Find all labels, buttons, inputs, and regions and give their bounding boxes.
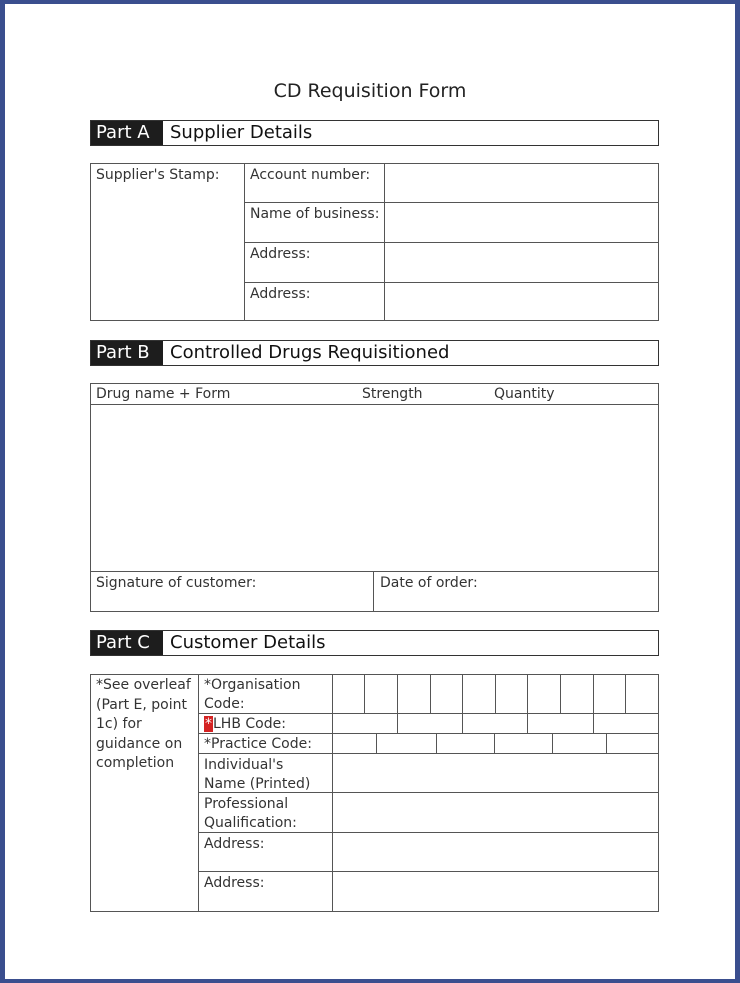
part-c-label: Part C — [91, 631, 163, 655]
part-a-header — [90, 120, 659, 146]
required-marker: * — [205, 716, 212, 732]
part-a-title: Supplier Details — [170, 122, 313, 143]
guidance-note-line-1: *See overleaf — [96, 677, 191, 693]
address-label-1: Address: — [250, 246, 311, 262]
customer-address-label-1: Address: — [204, 836, 265, 852]
part-c-title: Customer Details — [170, 632, 326, 653]
part-c-header — [90, 630, 659, 656]
guidance-note-line-4: guidance on — [96, 735, 183, 752]
part-b-label: Part B — [91, 341, 163, 365]
drugs-entry-area[interactable] — [91, 405, 658, 571]
guidance-note-line-5: completion — [96, 755, 175, 771]
professional-qualification-label-line-1: Professional — [204, 796, 289, 812]
form-title: CD Requisition Form — [273, 80, 467, 102]
address-label-2: Address: — [250, 286, 311, 302]
quantity-column-header: Quantity — [494, 386, 555, 402]
supplier-address-field-1[interactable] — [385, 243, 658, 282]
strength-column-header: Strength — [362, 386, 423, 402]
organisation-code-label-line-2: Code: — [204, 696, 245, 712]
part-b-header — [90, 340, 659, 366]
part-b-title: Controlled Drugs Requisitioned — [170, 342, 450, 363]
lhb-code-label — [204, 715, 286, 735]
guidance-note-line-2: (Part E, point — [96, 696, 187, 713]
suppliers-stamp-area[interactable] — [91, 190, 243, 320]
suppliers-stamp-label: Supplier's Stamp: — [96, 167, 220, 183]
part-a-label: Part A — [91, 121, 163, 145]
drug-name-column-header: Drug name + Form — [96, 386, 231, 402]
practice-code-label: *Practice Code: — [204, 736, 312, 752]
signature-field[interactable] — [91, 593, 372, 611]
professional-qualification-field[interactable] — [333, 793, 658, 832]
name-of-business-field[interactable] — [385, 203, 658, 242]
signature-of-customer-label: Signature of customer: — [96, 575, 257, 591]
customer-address-field-1[interactable] — [333, 833, 658, 871]
account-number-field[interactable] — [385, 164, 658, 202]
name-of-business-label: Name of business: — [250, 206, 380, 222]
individuals-name-label-line-1: Individual's — [204, 757, 284, 773]
practice-code-field[interactable] — [333, 734, 658, 753]
individuals-name-field[interactable] — [333, 754, 658, 792]
individuals-name-label-line-2: Name (Printed) — [204, 776, 311, 792]
account-number-label: Account number: — [250, 167, 371, 183]
supplier-address-field-2[interactable] — [385, 283, 658, 320]
customer-address-field-2[interactable] — [333, 872, 658, 911]
professional-qualification-label-line-2: Qualification: — [204, 815, 297, 831]
lhb-code-text: LHB Code: — [213, 716, 286, 732]
date-of-order-field[interactable] — [374, 593, 658, 611]
lhb-code-field[interactable] — [333, 714, 658, 733]
date-of-order-label: Date of order: — [380, 575, 478, 591]
organisation-code-label-line-1: *Organisation — [204, 677, 301, 693]
customer-address-label-2: Address: — [204, 875, 265, 891]
guidance-note-line-3: 1c) for — [96, 716, 142, 732]
organisation-code-field[interactable] — [333, 675, 658, 713]
